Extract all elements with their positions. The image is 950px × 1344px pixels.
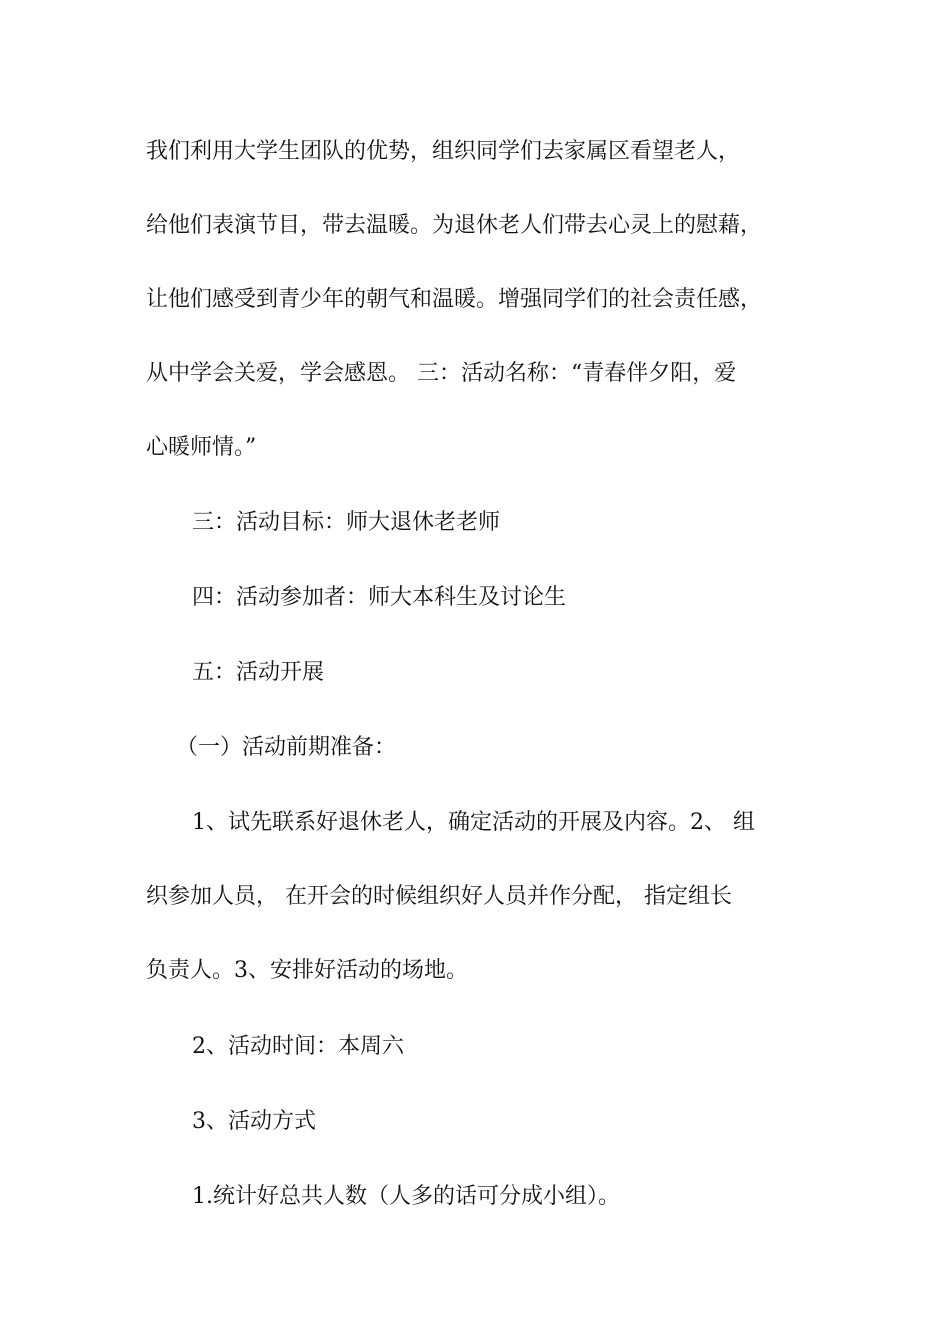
section-heading: 五：活动开展 — [192, 660, 325, 685]
paragraph-line: 心暖师情。” — [146, 435, 257, 460]
paragraph-line: 负责人。3、安排好活动的场地。 — [146, 958, 468, 983]
paragraph-line: 给他们表演节目，带去温暖。为退休老人们带去心灵上的慰藉， — [146, 213, 763, 238]
paragraph-line: 我们利用大学生团队的优势，组织同学们去家属区看望老人， — [146, 139, 741, 164]
paragraph-line: 1、试先联系好退休老人，确定活动的开展及内容。2、 组 — [192, 810, 755, 835]
subsection-heading: （一）活动前期准备： — [176, 735, 397, 760]
list-item: 2、活动时间：本周六 — [192, 1034, 404, 1059]
section-heading: 三：活动目标：师大退休老老师 — [192, 510, 501, 535]
list-item: 3、活动方式 — [192, 1109, 316, 1134]
section-heading: 四：活动参加者：师大本科生及讨论生 — [192, 585, 567, 610]
paragraph-line: 织参加人员， 在开会的时候组织好人员并作分配， 指定组长 — [146, 884, 732, 909]
list-item: 1.统计好总共人数（人多的话可分成小组）。 — [192, 1184, 620, 1209]
paragraph-line: 让他们感受到青少年的朝气和温暖。增强同学们的社会责任感， — [146, 287, 763, 312]
paragraph-line: 从中学会关爱，学会感恩。 三：活动名称：“青春伴夕阳，爱 — [146, 361, 737, 386]
